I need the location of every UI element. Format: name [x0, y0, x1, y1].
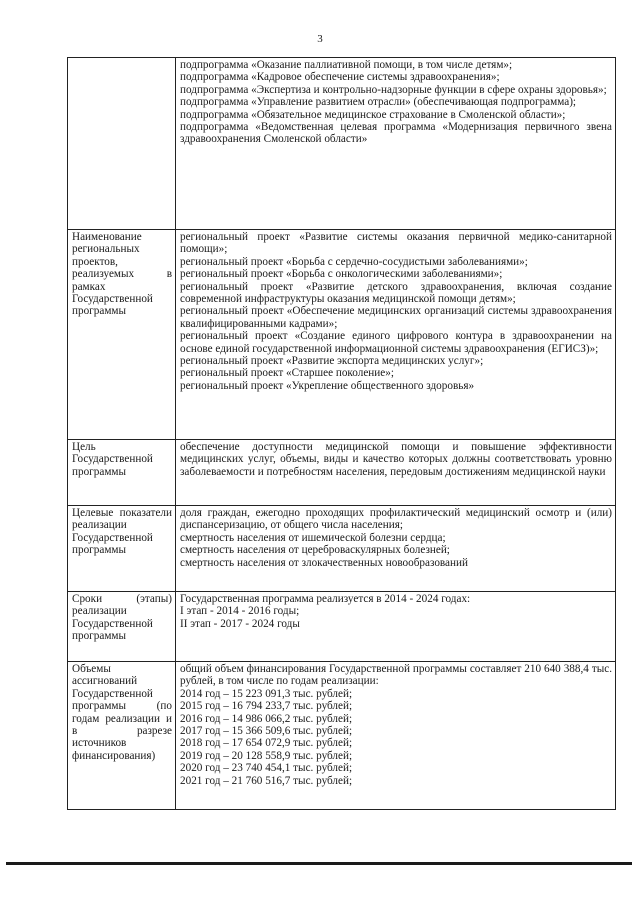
- content-line: 2021 год – 21 760 516,7 тыс. рублей;: [180, 774, 353, 787]
- content-line: смертность населения от цереброваскулярных болезней;: [180, 544, 450, 557]
- content-line: Государственная программа реализуется в 2014 - 2024 годах:: [180, 593, 471, 605]
- program-passport-table: [67, 57, 616, 810]
- content-line: региональный проект «Старшее поколение»;: [180, 367, 394, 380]
- content-line: региональный проект «Создание единого цифрового контура в здравоохранении на основе единой государственной информационной системы здравоохранения (ЕГИСЗ)»;: [180, 330, 612, 355]
- content-line: 2015 год – 16 794 233,7 тыс. рублей;: [180, 700, 353, 713]
- table-row-subprograms: [68, 58, 616, 230]
- content-line: 2014 год – 15 223 091,3 тыс. рублей;: [180, 687, 353, 700]
- table-row-timeline: [68, 592, 616, 662]
- content-line: I этап - 2014 - 2016 годы;: [180, 605, 300, 618]
- row-label-target-indicators: Целевые показатели реализации Государственной программы: [68, 506, 176, 592]
- row-label-subprograms: [68, 58, 176, 230]
- content-line: 2018 год – 17 654 072,9 тыс. рублей;: [180, 737, 353, 750]
- content-line: 2017 год – 15 366 509,6 тыс. рублей;: [180, 725, 353, 738]
- table-row-regional-projects: [68, 230, 616, 440]
- content-line: подпрограмма «Кадровое обеспечение системы здравоохранения»;: [180, 71, 500, 84]
- row-content-funding: [176, 662, 616, 810]
- row-content-subprograms: [176, 58, 616, 230]
- content-line: подпрограмма «Управление развитием отрасли» (обеспечивающая подпрограмма);: [180, 96, 577, 109]
- content-line: смертность населения от ишемической болезни сердца;: [180, 531, 446, 544]
- content-line: региональный проект «Укрепление общественного здоровья»: [180, 379, 475, 392]
- content-line: 2019 год – 20 128 558,9 тыс. рублей;: [180, 749, 353, 762]
- content-line: II этап - 2017 - 2024 годы: [180, 617, 300, 630]
- content-line: общий объем финансирования Государственной программы составляет 210 640 388,4 тыс. рублей, в том числе по годам реализации:: [180, 663, 612, 688]
- table-row-target-indicators: [68, 506, 616, 592]
- row-content-goal: [176, 440, 616, 506]
- content-line: региональный проект «Обеспечение медицинских организаций системы здравоохранения квалифицированными кадрами»;: [180, 305, 612, 330]
- table-row-goal: [68, 440, 616, 506]
- content-line: 2020 год – 23 740 454,1 тыс. рублей;: [180, 762, 353, 775]
- footer-divider: [6, 862, 632, 865]
- row-label-funding: Объемы ассигнований Государственной программы (по годам реализации и в разрезе источников финансирования): [68, 662, 176, 810]
- table-row-funding: [68, 662, 616, 810]
- content-line: подпрограмма «Ведомственная целевая программа «Модернизация первичного звена здравоохранения Смоленской области»: [180, 121, 612, 146]
- row-label-regional-projects: Наименование региональных проектов, реализуемых в рамках Государственной программы: [68, 230, 176, 440]
- content-line: региональный проект «Борьба с онкологическими заболеваниями»;: [180, 268, 503, 281]
- content-line: смертность населения от злокачественных новообразований: [180, 556, 468, 569]
- row-content-timeline: [176, 592, 616, 662]
- content-line: подпрограмма «Экспертиза и контрольно-надзорные функции в сфере охраны здоровья»;: [180, 83, 607, 96]
- content-line: доля граждан, ежегодно проходящих профилактический медицинский осмотр и (или) диспансеризацию, от общего числа населения;: [180, 507, 612, 532]
- content-line: региональный проект «Развитие детского здравоохранения, включая создание современной инфраструктуры оказания медицинской помощи детям»;: [180, 280, 612, 306]
- row-content-regional-projects: [176, 230, 616, 440]
- content-line: региональный проект «Развитие экспорта медицинских услуг»;: [180, 355, 484, 368]
- row-label-timeline: Сроки (этапы) реализации Государственной программы: [68, 592, 176, 662]
- content-line: региональный проект «Развитие системы оказания первичной медико-санитарной помощи»;: [180, 231, 612, 256]
- content-line: 2016 год – 14 986 066,2 тыс. рублей;: [180, 712, 353, 725]
- content-line: подпрограмма «Оказание паллиативной помощи, в том числе детям»;: [180, 59, 513, 71]
- content-line: региональный проект «Борьба с сердечно-сосудистыми заболеваниями»;: [180, 255, 528, 268]
- page-number: 3: [317, 33, 323, 45]
- content-line: подпрограмма «Обязательное медицинское страхование в Смоленской области»;: [180, 108, 566, 121]
- row-content-target-indicators: [176, 506, 616, 592]
- content-line: обеспечение доступности медицинской помощи и повышение эффективности медицинских услуг, объемы, виды и качество которых должны соответствовать уровню заболеваемости и потребностям населения, передовым достижениям медицинской науки: [180, 441, 612, 478]
- row-label-goal: Цель Государственной программы: [68, 440, 176, 506]
